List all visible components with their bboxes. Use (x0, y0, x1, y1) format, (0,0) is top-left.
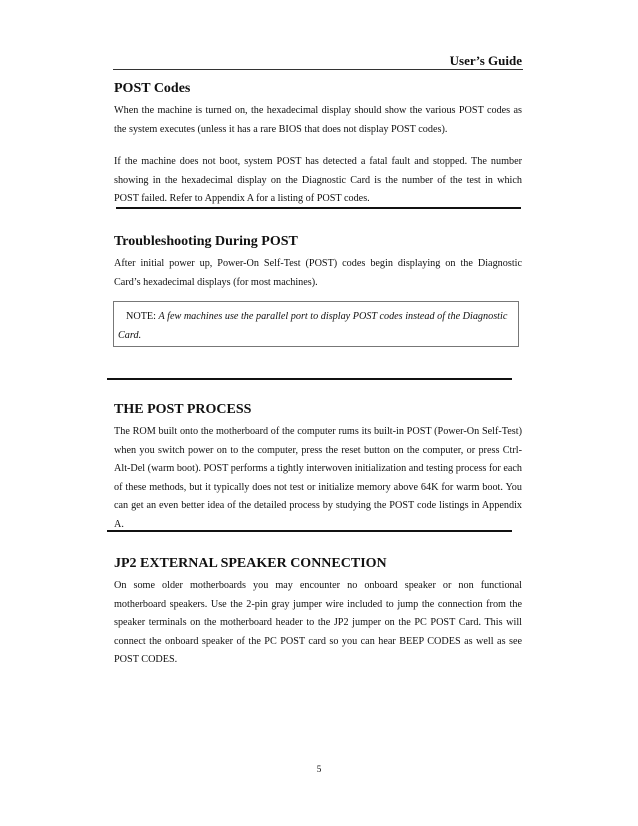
page-number: 5 (316, 765, 322, 775)
paragraph-troubleshooting-1: After initial power up, Power-On Self-Test (POST) codes begin displaying on the Diagnostic Card’s hexadecimal displays (for most machines). (114, 258, 522, 288)
paragraph-post-codes-1: When the machine is turned on, the hexadecimal display should show the various POST codes as the system executes (unless it has a rare BIOS that does not display POST codes). (114, 105, 522, 135)
section-divider-2 (107, 378, 512, 380)
section-title-post-process: THE POST PROCESS (114, 402, 252, 417)
note-text: A few machines use the parallel port to display POST codes instead of the Diagnostic Card. (118, 311, 508, 341)
section-jp2-speaker (114, 555, 522, 670)
section-troubleshooting (114, 233, 522, 292)
section-title-jp2-speaker: JP2 EXTERNAL SPEAKER CONNECTION (114, 556, 387, 571)
section-divider-1 (116, 207, 521, 209)
section-post-process (114, 401, 522, 534)
note-label: NOTE: (126, 311, 156, 322)
section-divider-3 (107, 530, 512, 532)
section-title-troubleshooting: Troubleshooting During POST (114, 234, 298, 249)
header-rule (113, 69, 523, 70)
section-post-codes (114, 80, 522, 209)
running-header-title: User’s Guide (449, 53, 522, 68)
section-title-post-codes: POST Codes (114, 81, 191, 96)
paragraph-post-codes-2: If the machine does not boot, system POST has detected a fatal fault and stopped. The number showing in the hexadecimal display on the Diagnostic Card is the number of the test in which POST failed. Refer to Appendix A for a listing of POST codes. (114, 156, 522, 204)
note-box (113, 301, 519, 347)
paragraph-post-process-1: The ROM built onto the motherboard of the computer rums its built-in POST (Power-On Self-Test) when you switch power on to the computer, press the reset button on the computer, or press Ctrl-Alt-Del (warm boot). POST performs a tightly interwoven initialization and testing process for each of these methods, but it typically does not test or initialize memory above 64K for warm boot. You can get an even better idea of the detailed process by studying the POST code listings in Appendix A. (114, 426, 522, 530)
paragraph-jp2-speaker-1: On some older motherboards you may encounter no onboard speaker or non functional motherboard speakers. Use the 2-pin gray jumper wire included to jump the connection from the speaker terminals on the motherboard header to the JP2 jumper on the PC POST Card. This will connect the onboard speaker of the PC POST card so you can hear BEEP CODES as well as see POST CODES. (114, 580, 522, 665)
